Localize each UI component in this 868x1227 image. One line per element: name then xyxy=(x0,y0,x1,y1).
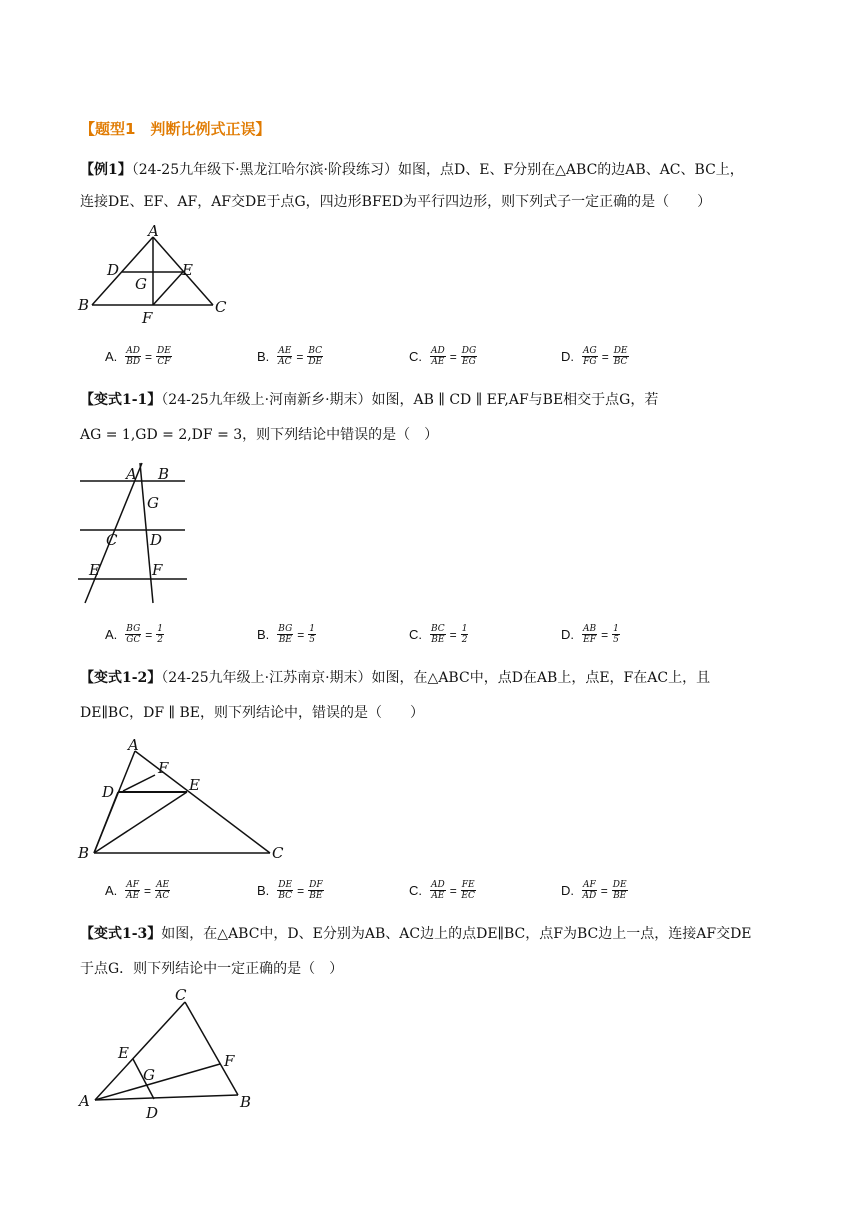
option-d[interactable]: D. $\frac{AG}{FG}$ = $\frac{DE}{BC}$ xyxy=(561,346,628,367)
figure-2 xyxy=(70,458,200,608)
label-a: A xyxy=(79,1092,90,1110)
label-d: D xyxy=(146,1104,159,1122)
label-a: A xyxy=(126,465,137,483)
section-heading: 【题型1 判断比例式正误】 xyxy=(80,120,271,138)
option-c[interactable]: C. $\frac{BC}{BE}$ = $\frac{1}{2}$ xyxy=(409,624,468,645)
label-b: B xyxy=(240,1093,252,1111)
option-a[interactable]: A. $\frac{BG}{GC}$ = $\frac{1}{2}$ xyxy=(105,624,164,645)
label-d: D xyxy=(102,783,115,801)
label-f: F xyxy=(152,561,163,579)
option-b[interactable]: B. $\frac{DE}{BC}$ = $\frac{DF}{BE}$ xyxy=(257,880,323,901)
label-c: C xyxy=(272,844,284,862)
option-b[interactable]: B. $\frac{AE}{AC}$ = $\frac{BC}{DE}$ xyxy=(257,346,323,367)
problem-text: （24-25九年级上·江苏南京·期末）如图，在△ABC中，点D在AB上，点E，F在AC上，且 xyxy=(161,670,711,686)
problem-4-line-2: 于点G．则下列结论中一定正确的是（ ） xyxy=(80,961,344,977)
label-c: C xyxy=(175,986,187,1004)
problem-tag: 【变式1-2】 xyxy=(80,670,162,686)
problem-2-line-2: AG = 1,GD = 2,DF = 3，则下列结论中错误的是（ ） xyxy=(80,427,439,443)
problem-2-line-1 xyxy=(80,390,658,410)
problem-1-line-2: 连接DE、EF、AF，AF交DE于点G，四边形BFED为平行四边形，则下列式子一定正确的是（ ） xyxy=(80,194,712,210)
figure-3 xyxy=(70,733,300,865)
label-b: B xyxy=(158,465,170,483)
option-a[interactable]: A. $\frac{AF}{AE}$ = $\frac{AE}{AC}$ xyxy=(105,880,170,901)
problem-text: （24-25九年级上·河南新乡·期末）如图，AB ∥ CD ∥ EF,AF与BE相交于点G，若 xyxy=(161,392,659,408)
label-a: A xyxy=(128,736,139,754)
option-c[interactable]: C. $\frac{AD}{AE}$ = $\frac{FE}{EC}$ xyxy=(409,880,475,901)
option-d[interactable]: D. $\frac{AF}{AD}$ = $\frac{DE}{BE}$ xyxy=(561,880,627,901)
problem-tag: 【例1】 xyxy=(80,162,132,178)
label-f: F xyxy=(224,1052,235,1070)
label-g: G xyxy=(135,275,147,293)
problem-3-line-2: DE∥BC，DF ∥ BE，则下列结论中，错误的是（ ） xyxy=(80,705,424,721)
problem-1-line-1 xyxy=(80,160,744,180)
figure-1 xyxy=(70,222,240,332)
option-b[interactable]: B. $\frac{BG}{BE}$ = $\frac{1}{5}$ xyxy=(257,624,316,645)
label-c: C xyxy=(106,531,118,549)
options-1 xyxy=(105,346,713,367)
label-g: G xyxy=(143,1066,155,1084)
problem-4-line-1 xyxy=(80,924,752,944)
options-3 xyxy=(105,880,713,901)
label-d: D xyxy=(107,261,120,279)
label-a: A xyxy=(148,222,159,240)
option-a[interactable]: A. $\frac{AD}{BD}$ = $\frac{DE}{CF}$ xyxy=(105,346,171,367)
label-e: E xyxy=(118,1044,129,1062)
label-e: E xyxy=(89,561,100,579)
option-c[interactable]: C. $\frac{AD}{AE}$ = $\frac{DG}{EG}$ xyxy=(409,346,477,367)
problem-tag: 【变式1-1】 xyxy=(80,392,162,408)
label-b: B xyxy=(78,844,90,862)
label-c: C xyxy=(215,298,227,316)
option-d[interactable]: D. $\frac{AB}{EF}$ = $\frac{1}{5}$ xyxy=(561,624,619,645)
label-f: F xyxy=(142,309,153,327)
label-f: F xyxy=(158,759,169,777)
figure-4 xyxy=(70,982,270,1122)
options-2 xyxy=(105,624,713,645)
problem-text: （24-25九年级下·黑龙江哈尔滨·阶段练习）如图，点D、E、F分别在△ABC的边AB、AC、BC上， xyxy=(131,162,744,178)
problem-text: 如图，在△ABC中，D、E分别为AB、AC边上的点DE∥BC，点F为BC边上一点，连接AF交DE xyxy=(161,926,752,942)
label-e: E xyxy=(189,776,200,794)
problem-3-line-1 xyxy=(80,668,710,688)
label-d: D xyxy=(150,531,163,549)
label-g: G xyxy=(147,494,159,512)
problem-tag: 【变式1-3】 xyxy=(80,926,162,942)
label-b: B xyxy=(78,296,90,314)
label-e: E xyxy=(182,261,193,279)
